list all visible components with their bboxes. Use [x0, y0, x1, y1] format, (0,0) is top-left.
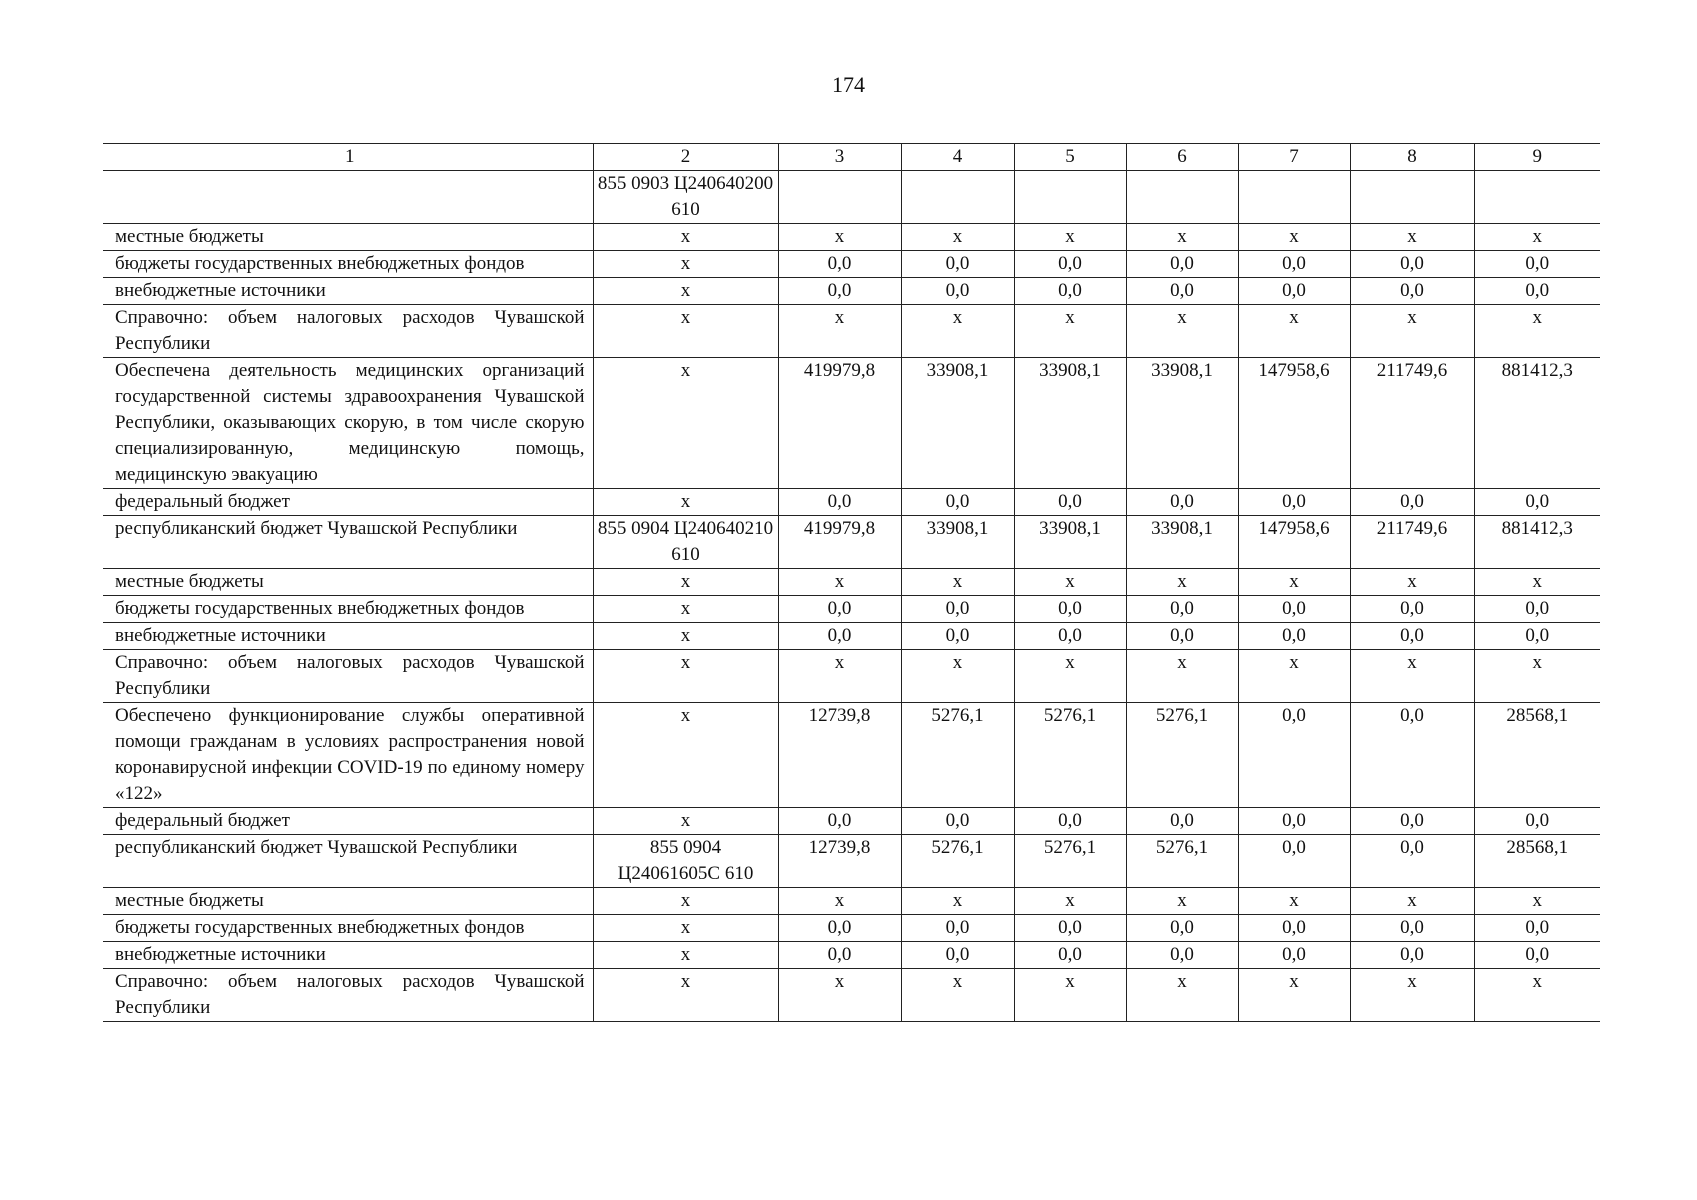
value-cell [1350, 171, 1474, 224]
value-cell: 211749,6 [1350, 358, 1474, 489]
value-cell: 0,0 [1126, 489, 1238, 516]
value-cell: 33908,1 [901, 516, 1014, 569]
table-row [103, 171, 1600, 224]
budget-code-cell: х [593, 278, 778, 305]
column-header: 6 [1126, 144, 1238, 171]
budget-code-cell: х [593, 888, 778, 915]
budget-code-cell: 855 0904 Ц240640210 610 [593, 516, 778, 569]
value-cell: 0,0 [1014, 489, 1126, 516]
row-label: бюджеты государственных внебюджетных фондов [103, 596, 593, 623]
value-cell: 0,0 [1014, 596, 1126, 623]
value-cell: 0,0 [1474, 808, 1600, 835]
value-cell: 0,0 [1350, 623, 1474, 650]
column-header: 7 [1238, 144, 1350, 171]
table-row [103, 358, 1600, 489]
value-cell: х [1350, 650, 1474, 703]
value-cell: 0,0 [1238, 703, 1350, 808]
budget-code-cell: х [593, 703, 778, 808]
value-cell: 0,0 [1014, 915, 1126, 942]
value-cell: х [1014, 305, 1126, 358]
budget-code-cell: х [593, 224, 778, 251]
value-cell: х [1126, 888, 1238, 915]
row-label: Справочно: объем налоговых расходов Чувашской Республики [103, 305, 593, 358]
row-label: федеральный бюджет [103, 489, 593, 516]
value-cell: 419979,8 [778, 516, 901, 569]
column-header: 9 [1474, 144, 1600, 171]
budget-code-cell: 855 0904 Ц24061605С 610 [593, 835, 778, 888]
value-cell: 0,0 [1014, 623, 1126, 650]
value-cell: х [778, 650, 901, 703]
value-cell: х [1474, 650, 1600, 703]
table-row [103, 596, 1600, 623]
value-cell: х [901, 888, 1014, 915]
value-cell: 0,0 [901, 278, 1014, 305]
value-cell: х [778, 305, 901, 358]
value-cell: 147958,6 [1238, 516, 1350, 569]
budget-code-cell: х [593, 569, 778, 596]
row-label: федеральный бюджет [103, 808, 593, 835]
value-cell: х [1014, 969, 1126, 1022]
value-cell: х [901, 224, 1014, 251]
value-cell: 12739,8 [778, 835, 901, 888]
column-header: 5 [1014, 144, 1126, 171]
value-cell: х [1014, 569, 1126, 596]
value-cell: х [1474, 569, 1600, 596]
value-cell: 0,0 [778, 942, 901, 969]
value-cell: 0,0 [1238, 808, 1350, 835]
row-label: бюджеты государственных внебюджетных фондов [103, 915, 593, 942]
row-label: местные бюджеты [103, 569, 593, 596]
value-cell: 0,0 [1350, 703, 1474, 808]
value-cell: х [1350, 569, 1474, 596]
value-cell: 0,0 [901, 915, 1014, 942]
value-cell [1474, 171, 1600, 224]
value-cell: 0,0 [1126, 942, 1238, 969]
value-cell: х [1126, 569, 1238, 596]
value-cell: 33908,1 [901, 358, 1014, 489]
budget-code-cell: х [593, 489, 778, 516]
value-cell: х [1350, 305, 1474, 358]
value-cell: 0,0 [1350, 942, 1474, 969]
value-cell: х [1238, 569, 1350, 596]
value-cell: х [1238, 650, 1350, 703]
value-cell: 0,0 [1126, 915, 1238, 942]
value-cell: 0,0 [1474, 251, 1600, 278]
budget-code-cell: х [593, 358, 778, 489]
value-cell: 0,0 [1238, 278, 1350, 305]
value-cell: 28568,1 [1474, 703, 1600, 808]
budget-code-cell: х [593, 808, 778, 835]
value-cell: 0,0 [1238, 489, 1350, 516]
column-header: 1 [103, 144, 593, 171]
value-cell: х [778, 969, 901, 1022]
value-cell: х [901, 650, 1014, 703]
table-row [103, 915, 1600, 942]
value-cell: 147958,6 [1238, 358, 1350, 489]
value-cell: 0,0 [1238, 623, 1350, 650]
value-cell: 211749,6 [1350, 516, 1474, 569]
table-row [103, 969, 1600, 1022]
value-cell: 5276,1 [1014, 835, 1126, 888]
row-label: республиканский бюджет Чувашской Республики [103, 835, 593, 888]
value-cell: 0,0 [1474, 596, 1600, 623]
value-cell: 0,0 [1350, 251, 1474, 278]
value-cell: х [1126, 224, 1238, 251]
value-cell: 0,0 [1474, 623, 1600, 650]
value-cell: 0,0 [1350, 278, 1474, 305]
value-cell: х [1350, 888, 1474, 915]
column-header: 4 [901, 144, 1014, 171]
value-cell: х [901, 969, 1014, 1022]
row-label: республиканский бюджет Чувашской Республики [103, 516, 593, 569]
value-cell: 0,0 [778, 278, 901, 305]
value-cell: х [1474, 305, 1600, 358]
value-cell: х [1474, 224, 1600, 251]
value-cell: 5276,1 [901, 835, 1014, 888]
budget-code-cell: х [593, 942, 778, 969]
table-row [103, 888, 1600, 915]
value-cell: 881412,3 [1474, 358, 1600, 489]
value-cell: 0,0 [1350, 915, 1474, 942]
value-cell: х [1126, 305, 1238, 358]
value-cell: 33908,1 [1014, 358, 1126, 489]
value-cell: х [1238, 305, 1350, 358]
value-cell: х [901, 569, 1014, 596]
value-cell: 0,0 [901, 942, 1014, 969]
value-cell: х [1238, 224, 1350, 251]
value-cell: 33908,1 [1126, 358, 1238, 489]
value-cell: 0,0 [1238, 942, 1350, 969]
value-cell: 0,0 [1126, 596, 1238, 623]
value-cell: 0,0 [1474, 942, 1600, 969]
page-number: 174 [832, 72, 865, 97]
value-cell: 419979,8 [778, 358, 901, 489]
value-cell [1238, 171, 1350, 224]
table-row [103, 516, 1600, 569]
value-cell: х [1238, 888, 1350, 915]
value-cell: 0,0 [1238, 915, 1350, 942]
value-cell: 0,0 [1350, 596, 1474, 623]
value-cell: х [778, 888, 901, 915]
value-cell: х [1474, 888, 1600, 915]
column-header: 3 [778, 144, 901, 171]
value-cell [1014, 171, 1126, 224]
row-label: местные бюджеты [103, 888, 593, 915]
value-cell: 0,0 [1014, 278, 1126, 305]
value-cell: 0,0 [1014, 808, 1126, 835]
row-label: бюджеты государственных внебюджетных фондов [103, 251, 593, 278]
table-row [103, 650, 1600, 703]
table-row [103, 942, 1600, 969]
value-cell: х [1014, 888, 1126, 915]
value-cell: х [778, 569, 901, 596]
table-row [103, 808, 1600, 835]
value-cell: 0,0 [1350, 489, 1474, 516]
value-cell: 0,0 [1238, 835, 1350, 888]
table-row [103, 278, 1600, 305]
budget-code-cell: х [593, 305, 778, 358]
budget-code-cell: 855 0903 Ц240640200 610 [593, 171, 778, 224]
value-cell: 5276,1 [1014, 703, 1126, 808]
row-label: внебюджетные источники [103, 278, 593, 305]
budget-code-cell: х [593, 650, 778, 703]
value-cell [778, 171, 901, 224]
value-cell: 0,0 [1474, 489, 1600, 516]
table-row [103, 835, 1600, 888]
value-cell: х [1350, 224, 1474, 251]
value-cell: 5276,1 [1126, 703, 1238, 808]
budget-code-cell: х [593, 623, 778, 650]
value-cell: 33908,1 [1126, 516, 1238, 569]
table-row [103, 305, 1600, 358]
value-cell: 881412,3 [1474, 516, 1600, 569]
row-label: Справочно: объем налоговых расходов Чувашской Республики [103, 650, 593, 703]
value-cell: х [1126, 969, 1238, 1022]
value-cell: х [1350, 969, 1474, 1022]
table-row [103, 703, 1600, 808]
row-label [103, 171, 593, 224]
value-cell: 0,0 [778, 489, 901, 516]
row-label: Обеспечено функционирование службы оперативной помощи гражданам в условиях распространения новой коронавирусной инфекции COVID-19 по единому номеру «122» [103, 703, 593, 808]
value-cell: х [1014, 650, 1126, 703]
budget-code-cell: х [593, 596, 778, 623]
value-cell: х [901, 305, 1014, 358]
value-cell: 0,0 [1350, 808, 1474, 835]
column-header: 8 [1350, 144, 1474, 171]
row-label: внебюджетные источники [103, 623, 593, 650]
row-label: Справочно: объем налоговых расходов Чувашской Республики [103, 969, 593, 1022]
value-cell: 5276,1 [1126, 835, 1238, 888]
value-cell [901, 171, 1014, 224]
value-cell: 0,0 [778, 596, 901, 623]
table-row [103, 489, 1600, 516]
row-label: Обеспечена деятельность медицинских организаций государственной системы здравоохранения Чувашской Республики, оказывающих скорую, в том числе скорую специализированную, медицинскую помощь, медицинскую эвакуацию [103, 358, 593, 489]
value-cell: 0,0 [1014, 251, 1126, 278]
value-cell: 0,0 [778, 808, 901, 835]
row-label: внебюджетные источники [103, 942, 593, 969]
value-cell: 5276,1 [901, 703, 1014, 808]
budget-code-cell: х [593, 251, 778, 278]
column-header: 2 [593, 144, 778, 171]
value-cell: 0,0 [1238, 251, 1350, 278]
value-cell: 28568,1 [1474, 835, 1600, 888]
budget-table [103, 143, 1600, 1022]
table-row [103, 569, 1600, 596]
value-cell: х [1126, 650, 1238, 703]
value-cell: 33908,1 [1014, 516, 1126, 569]
budget-code-cell: х [593, 915, 778, 942]
value-cell: 0,0 [1350, 835, 1474, 888]
value-cell: 0,0 [1126, 278, 1238, 305]
value-cell: 0,0 [1126, 251, 1238, 278]
budget-code-cell: х [593, 969, 778, 1022]
value-cell: х [1238, 969, 1350, 1022]
value-cell: 0,0 [1238, 596, 1350, 623]
value-cell: 0,0 [901, 623, 1014, 650]
value-cell: х [1014, 224, 1126, 251]
value-cell: 12739,8 [778, 703, 901, 808]
row-label: местные бюджеты [103, 224, 593, 251]
value-cell: 0,0 [901, 489, 1014, 516]
value-cell: 0,0 [778, 915, 901, 942]
table-row [103, 224, 1600, 251]
value-cell: 0,0 [778, 251, 901, 278]
column-number-row [103, 144, 1600, 171]
value-cell: 0,0 [901, 808, 1014, 835]
value-cell: 0,0 [1014, 942, 1126, 969]
value-cell: 0,0 [1126, 808, 1238, 835]
value-cell: 0,0 [1474, 278, 1600, 305]
value-cell: 0,0 [1126, 623, 1238, 650]
value-cell [1126, 171, 1238, 224]
value-cell: 0,0 [1474, 915, 1600, 942]
value-cell: х [778, 224, 901, 251]
table-row [103, 251, 1600, 278]
table-row [103, 623, 1600, 650]
value-cell: х [1474, 969, 1600, 1022]
value-cell: 0,0 [901, 596, 1014, 623]
value-cell: 0,0 [901, 251, 1014, 278]
value-cell: 0,0 [778, 623, 901, 650]
